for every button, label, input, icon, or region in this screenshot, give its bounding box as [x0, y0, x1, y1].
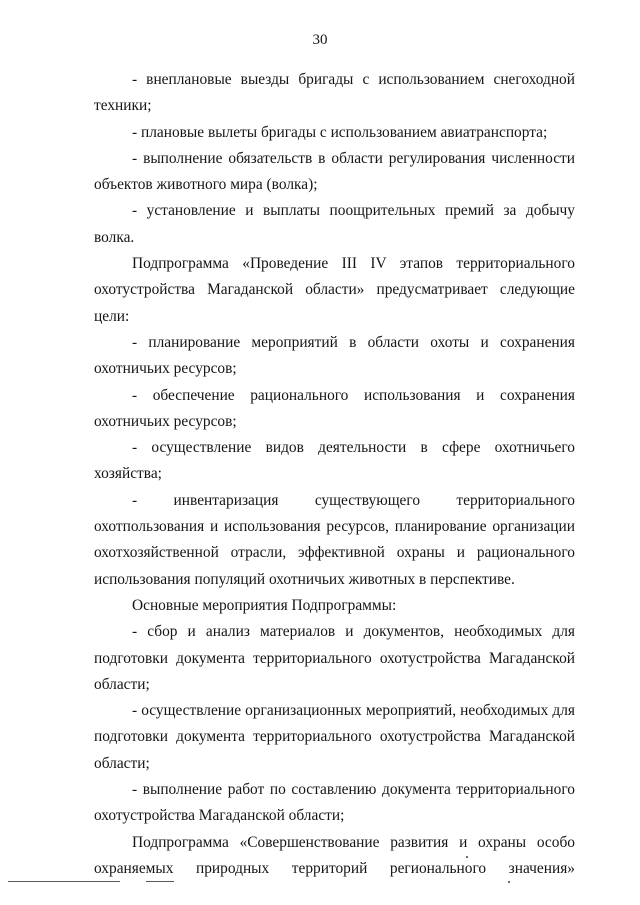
page-number: 30 — [312, 32, 328, 48]
document-body — [94, 67, 575, 882]
scan-artifact-line — [8, 881, 120, 882]
scan-artifact-dot — [466, 856, 468, 858]
paragraph-activity-collect-materials: - сбор и анализ материалов и документов, необходимых для подготовки документа территориального охотустройства Магаданской области; — [94, 623, 575, 693]
paragraph-unscheduled-snowmobile-trips: - внеплановые выезды бригады с использованием снегоходной техники; — [94, 71, 575, 115]
paragraph-activity-organizational: - осуществление организационных мероприятий, необходимых для подготовки документа территориального охотустройства Магаданской области; — [94, 702, 575, 772]
paragraph-subprogram-hunting-survey: Подпрограмма «Проведение III IV этапов территориального охотустройства Магаданской области» предусматривает следующие цели: — [94, 255, 575, 325]
paragraph-activity-compile-document: - выполнение работ по составлению документа территориального охотустройства Магаданской области; — [94, 781, 575, 825]
paragraph-planned-air-flights: - плановые вылеты бригады с использованием авиатранспорта; — [132, 123, 548, 141]
paragraph-subprogram-protected-areas: Подпрограмма «Совершенствование развития и охраны особо охраняемых природных территорий регионального значения» — [94, 833, 575, 877]
paragraph-main-activities-heading: Основные мероприятия Подпрограммы: — [132, 596, 397, 614]
paragraph-goal-planning: - планирование мероприятий в области охоты и сохранения охотничьих ресурсов; — [94, 333, 575, 378]
paragraph-goal-rational-use: - обеспечение рационального использования и сохранения охотничьих ресурсов; — [94, 386, 575, 430]
paragraph-wolf-population-regulation: - выполнение обязательств в области регулирования численности объектов животного мира (волка); — [94, 149, 575, 194]
scan-artifact-line — [146, 881, 174, 882]
paragraph-goal-hunting-activities: - осуществление видов деятельности в сфере охотничьего хозяйства; — [94, 439, 575, 483]
paragraph-wolf-bounty-payments: - установление и выплаты поощрительных премий за добычу волка. — [94, 202, 575, 246]
scan-artifact-dot — [508, 881, 510, 883]
paragraph-goal-inventory: - инвентаризация существующего территориального охотпользования и использования ресурсов, планирование организации охотхозяйственной отрасли, эффективной охраны и рационального использования популяций охотничьих животных в перспективе. — [94, 491, 575, 588]
